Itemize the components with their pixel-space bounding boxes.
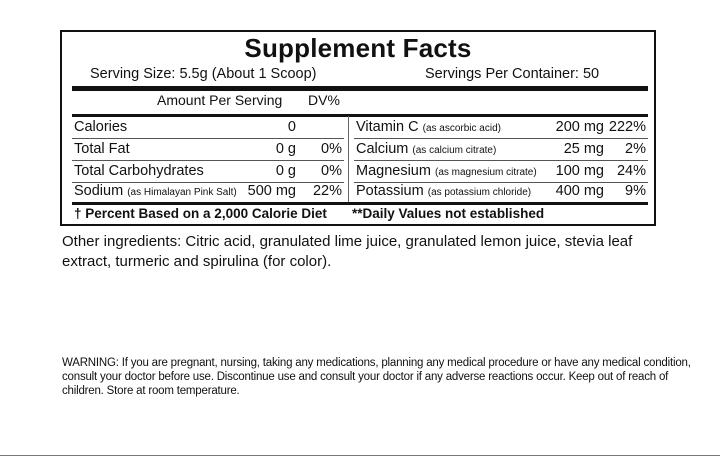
nutrient-row (72, 138, 344, 161)
nutrient-label: Magnesium (356, 163, 431, 179)
nutrient-dv: 9% (625, 183, 646, 199)
nutrient-dv: 0% (321, 141, 342, 157)
nutrient-row (72, 180, 344, 202)
nutrient-name: Total Fat (74, 141, 130, 157)
nutrient-source-note: (as potassium chloride) (427, 187, 532, 198)
nutrient-amount: 500 mg (247, 183, 296, 199)
nutrient-name (356, 180, 531, 204)
nutrient-row (72, 116, 344, 139)
nutrient-dv: 22% (312, 183, 342, 199)
nutrient-dv: 0% (321, 163, 342, 179)
nutrient-amount: 0 g (275, 141, 296, 157)
serving-size: Serving Size: 5.5g (About 1 Scoop) (90, 66, 317, 82)
nutrient-name: Total Carbohydrates (74, 163, 204, 179)
footer-divider (72, 202, 648, 205)
nutrient-amount: 200 mg (555, 119, 604, 135)
thick-divider (72, 86, 648, 91)
panel-title: Supplement Facts (244, 33, 472, 63)
nutrient-amount: 0 g (275, 163, 296, 179)
nutrient-amount: 400 mg (555, 183, 604, 199)
other-ingredients: Other ingredients: Citric acid, granulated lime juice, granulated lemon juice, stevia leaf extract, turmeric and spirulina (for color). (62, 233, 633, 270)
amount-per-serving-header: Amount Per Serving (157, 92, 283, 108)
percent-footnote: † Percent Based on a 2,000 Calorie Diet (74, 206, 327, 221)
servings-per-container: Servings Per Container: 50 (425, 66, 600, 82)
nutrient-dv: 2% (625, 141, 646, 157)
nutrient-name (74, 180, 237, 204)
daily-values-footnote: **Daily Values not established (352, 206, 545, 221)
supplement-facts-panel (60, 30, 656, 226)
nutrient-row (354, 138, 648, 161)
nutrient-amount: 0 (287, 119, 296, 135)
nutrient-amount: 100 mg (555, 163, 604, 179)
nutrient-dv: 222% (608, 119, 646, 135)
nutrient-label: Vitamin C (356, 119, 419, 135)
warning-text: WARNING: If you are pregnant, nursing, taking any medications, planning any medical procedure or have any medical condition, consult your doctor before use. Discontinue use and consult your doctor if any adverse reactions occur. Keep out of reach of children. Store at room temperature. (62, 357, 691, 397)
nutrient-source-note: (as ascorbic acid) (422, 123, 501, 134)
nutrient-amount: 25 mg (563, 141, 604, 157)
nutrient-name (356, 138, 496, 162)
nutrient-row (354, 180, 648, 202)
nutrient-source-note: (as magnesium citrate) (434, 167, 537, 178)
nutrient-row (354, 116, 648, 139)
nutrient-label: Calcium (356, 141, 409, 157)
nutrient-label: Potassium (356, 183, 424, 199)
nutrient-dv: 24% (616, 163, 646, 179)
bottom-border (0, 455, 720, 456)
nutrient-source-note: (as Himalayan Pink Salt) (127, 187, 237, 198)
nutrient-name (356, 116, 501, 140)
nutrient-source-note: (as calcium citrate) (412, 145, 497, 156)
column-divider (348, 116, 349, 202)
nutrient-name: Calories (74, 119, 128, 135)
nutrient-label: Sodium (74, 183, 124, 199)
dv-header: DV% (308, 92, 340, 108)
